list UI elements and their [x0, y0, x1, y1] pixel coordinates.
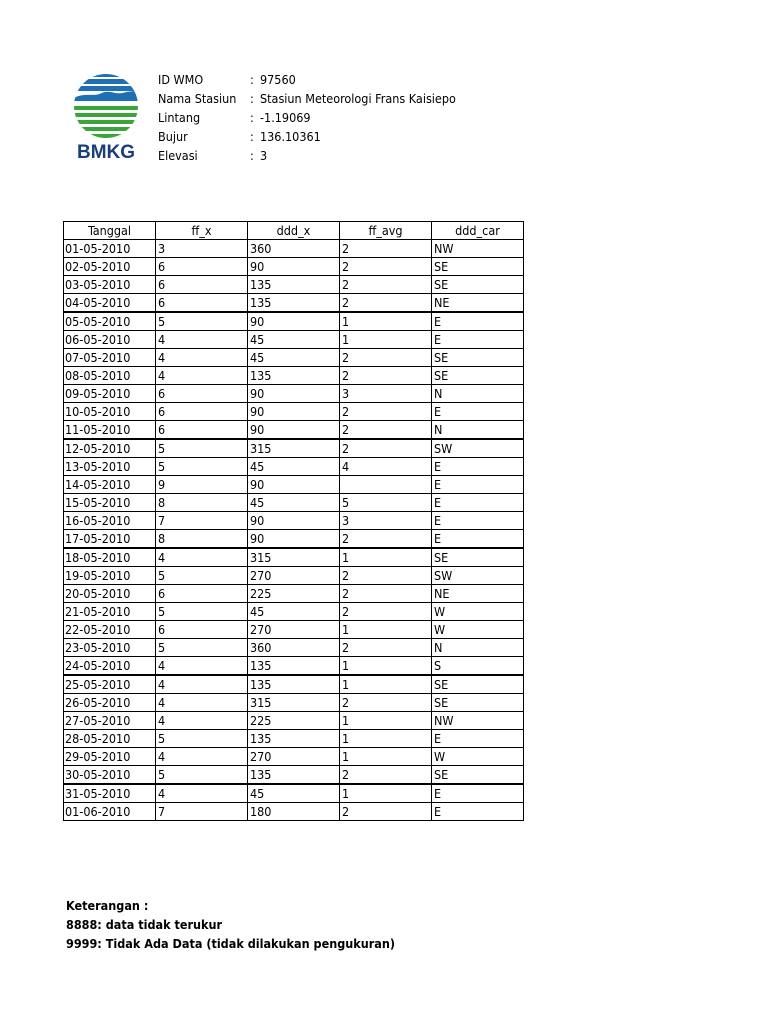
cell-tanggal: 14-05-2010 — [64, 476, 156, 494]
cell-ddd-x: 90 — [248, 258, 340, 276]
cell-ff-avg: 2 — [340, 766, 432, 785]
header-ddd-car: ddd_car — [432, 222, 524, 240]
cell-ddd-car: E — [432, 403, 524, 421]
table-row — [64, 766, 524, 785]
separator: : — [250, 129, 254, 144]
cell-tanggal: 01-05-2010 — [64, 240, 156, 258]
cell-ff-avg: 3 — [340, 512, 432, 530]
cell-ff-avg: 2 — [340, 803, 432, 821]
cell-ddd-x: 135 — [248, 276, 340, 294]
cell-ff-avg: 1 — [340, 312, 432, 331]
cell-ff-x: 5 — [156, 639, 248, 657]
cell-ff-x: 4 — [156, 675, 248, 694]
cell-ddd-car: E — [432, 312, 524, 331]
cell-ddd-car: E — [432, 784, 524, 803]
table-row — [64, 367, 524, 385]
table-row — [64, 421, 524, 440]
cell-tanggal: 23-05-2010 — [64, 639, 156, 657]
cell-tanggal: 29-05-2010 — [64, 748, 156, 766]
cell-ddd-x: 90 — [248, 403, 340, 421]
cell-ff-x: 3 — [156, 240, 248, 258]
cell-ddd-car: N — [432, 421, 524, 440]
cell-ff-x: 8 — [156, 530, 248, 549]
table-row — [64, 331, 524, 349]
table-row — [64, 621, 524, 639]
cell-tanggal: 22-05-2010 — [64, 621, 156, 639]
table-row — [64, 803, 524, 821]
table-row — [64, 603, 524, 621]
notes — [66, 896, 395, 953]
cell-ff-x: 6 — [156, 403, 248, 421]
cell-ff-x: 6 — [156, 258, 248, 276]
cell-ff-avg: 1 — [340, 675, 432, 694]
table-row — [64, 567, 524, 585]
cell-tanggal: 02-05-2010 — [64, 258, 156, 276]
cell-ddd-car: SE — [432, 349, 524, 367]
notes-line: 9999: Tidak Ada Data (tidak dilakukan pengukuran) — [66, 936, 396, 951]
station-id-label: ID WMO — [158, 72, 204, 87]
cell-ddd-x: 180 — [248, 803, 340, 821]
table-row — [64, 349, 524, 367]
cell-ddd-car: SE — [432, 694, 524, 712]
cell-tanggal: 03-05-2010 — [64, 276, 156, 294]
cell-ff-x: 7 — [156, 512, 248, 530]
table-row — [64, 458, 524, 476]
notes-line: 8888: data tidak terukur — [66, 917, 223, 932]
cell-ddd-x: 225 — [248, 585, 340, 603]
cell-ddd-x: 90 — [248, 385, 340, 403]
table-row — [64, 730, 524, 748]
station-id-row — [158, 70, 456, 89]
cell-ddd-car: NE — [432, 585, 524, 603]
cell-ff-avg: 2 — [340, 294, 432, 313]
cell-ff-avg: 2 — [340, 276, 432, 294]
cell-ff-avg: 1 — [340, 730, 432, 748]
cell-ddd-x: 315 — [248, 548, 340, 567]
cell-ff-avg — [340, 476, 432, 494]
cell-ddd-x: 135 — [248, 367, 340, 385]
table-row — [64, 312, 524, 331]
cell-ddd-car: S — [432, 657, 524, 676]
cell-ddd-x: 45 — [248, 331, 340, 349]
cell-ddd-car: SW — [432, 439, 524, 458]
longitude-label: Bujur — [158, 129, 188, 144]
cell-ddd-car: NW — [432, 240, 524, 258]
separator: : — [250, 110, 254, 125]
cell-ff-avg: 2 — [340, 367, 432, 385]
cell-tanggal: 07-05-2010 — [64, 349, 156, 367]
table-row — [64, 784, 524, 803]
cell-ddd-car: N — [432, 639, 524, 657]
cell-ddd-car: SE — [432, 276, 524, 294]
table-row — [64, 439, 524, 458]
table-body — [64, 240, 524, 821]
cell-tanggal: 30-05-2010 — [64, 766, 156, 785]
table-row — [64, 385, 524, 403]
cell-ff-x: 5 — [156, 766, 248, 785]
table-row — [64, 258, 524, 276]
latitude-value: -1.19069 — [260, 110, 311, 125]
cell-ddd-car: E — [432, 512, 524, 530]
elevation-row — [158, 146, 456, 165]
cell-ff-avg: 5 — [340, 494, 432, 512]
table-row — [64, 512, 524, 530]
cell-tanggal: 19-05-2010 — [64, 567, 156, 585]
cell-ff-avg: 2 — [340, 694, 432, 712]
table-row — [64, 240, 524, 258]
cell-ddd-car: E — [432, 530, 524, 549]
logo-text: BMKG — [76, 142, 136, 163]
cell-tanggal: 31-05-2010 — [64, 784, 156, 803]
cell-ff-x: 4 — [156, 548, 248, 567]
cell-ff-x: 6 — [156, 385, 248, 403]
cell-ff-avg: 2 — [340, 258, 432, 276]
longitude-row — [158, 127, 456, 146]
cell-ddd-x: 90 — [248, 512, 340, 530]
cell-ff-avg: 2 — [340, 349, 432, 367]
cell-ddd-car: E — [432, 730, 524, 748]
cell-tanggal: 16-05-2010 — [64, 512, 156, 530]
cell-ff-x: 5 — [156, 439, 248, 458]
cell-ddd-x: 90 — [248, 421, 340, 440]
cell-tanggal: 15-05-2010 — [64, 494, 156, 512]
cell-ff-x: 5 — [156, 603, 248, 621]
cell-ddd-x: 360 — [248, 639, 340, 657]
station-info — [158, 70, 456, 165]
cell-ddd-x: 45 — [248, 784, 340, 803]
cell-tanggal: 24-05-2010 — [64, 657, 156, 676]
cell-ff-x: 4 — [156, 784, 248, 803]
cell-ff-avg: 1 — [340, 784, 432, 803]
cell-ddd-x: 135 — [248, 766, 340, 785]
cell-ff-x: 4 — [156, 694, 248, 712]
cell-ff-avg: 2 — [340, 240, 432, 258]
station-name-label: Nama Stasiun — [158, 91, 237, 106]
table-row — [64, 294, 524, 313]
cell-ddd-x: 270 — [248, 621, 340, 639]
header-ff-x: ff_x — [156, 222, 248, 240]
cell-ddd-x: 270 — [248, 748, 340, 766]
cell-ddd-car: SW — [432, 567, 524, 585]
cell-tanggal: 26-05-2010 — [64, 694, 156, 712]
cell-ddd-car: E — [432, 331, 524, 349]
table-row — [64, 530, 524, 549]
cell-ff-x: 4 — [156, 367, 248, 385]
cell-ff-avg: 2 — [340, 530, 432, 549]
cell-ddd-x: 90 — [248, 312, 340, 331]
cell-ff-avg: 2 — [340, 421, 432, 440]
cell-ff-x: 6 — [156, 276, 248, 294]
table-row — [64, 639, 524, 657]
table-row — [64, 748, 524, 766]
table-row — [64, 276, 524, 294]
bmkg-logo — [68, 68, 144, 164]
cell-tanggal: 10-05-2010 — [64, 403, 156, 421]
cell-ff-avg: 2 — [340, 639, 432, 657]
station-id-value: 97560 — [260, 72, 296, 87]
cell-tanggal: 04-05-2010 — [64, 294, 156, 313]
wind-data-table — [63, 221, 524, 821]
cell-tanggal: 09-05-2010 — [64, 385, 156, 403]
cell-ff-x: 5 — [156, 567, 248, 585]
cell-ff-avg: 1 — [340, 712, 432, 730]
cell-ff-avg: 3 — [340, 385, 432, 403]
station-name-row — [158, 89, 456, 108]
cell-ddd-car: E — [432, 494, 524, 512]
cell-tanggal: 28-05-2010 — [64, 730, 156, 748]
cell-tanggal: 08-05-2010 — [64, 367, 156, 385]
cell-ff-x: 8 — [156, 494, 248, 512]
cell-ff-x: 4 — [156, 331, 248, 349]
cell-tanggal: 20-05-2010 — [64, 585, 156, 603]
cell-ddd-x: 45 — [248, 494, 340, 512]
cell-ddd-x: 135 — [248, 294, 340, 313]
cell-ddd-car: E — [432, 803, 524, 821]
table-row — [64, 657, 524, 676]
latitude-row — [158, 108, 456, 127]
cell-ddd-car: SE — [432, 766, 524, 785]
cell-ddd-car: SE — [432, 258, 524, 276]
cell-tanggal: 27-05-2010 — [64, 712, 156, 730]
cell-ff-x: 4 — [156, 349, 248, 367]
cell-ff-x: 5 — [156, 730, 248, 748]
table-row — [64, 548, 524, 567]
cell-tanggal: 11-05-2010 — [64, 421, 156, 440]
cell-tanggal: 12-05-2010 — [64, 439, 156, 458]
table-row — [64, 585, 524, 603]
separator: : — [250, 91, 254, 106]
table-row — [64, 403, 524, 421]
cell-ddd-car: N — [432, 385, 524, 403]
cell-ddd-car: W — [432, 748, 524, 766]
cell-ff-avg: 1 — [340, 621, 432, 639]
cell-tanggal: 17-05-2010 — [64, 530, 156, 549]
cell-ff-x: 6 — [156, 294, 248, 313]
cell-ff-x: 6 — [156, 585, 248, 603]
cell-ff-x: 4 — [156, 712, 248, 730]
cell-ddd-x: 135 — [248, 657, 340, 676]
cell-ff-avg: 4 — [340, 458, 432, 476]
cell-ff-x: 5 — [156, 312, 248, 331]
cell-ddd-x: 360 — [248, 240, 340, 258]
cell-tanggal: 13-05-2010 — [64, 458, 156, 476]
cell-ddd-x: 270 — [248, 567, 340, 585]
cell-ff-avg: 2 — [340, 603, 432, 621]
cell-tanggal: 21-05-2010 — [64, 603, 156, 621]
cell-ddd-x: 45 — [248, 603, 340, 621]
longitude-value: 136.10361 — [260, 129, 321, 144]
cell-ddd-x: 45 — [248, 349, 340, 367]
notes-title: Keterangan : — [66, 898, 149, 913]
table-row — [64, 675, 524, 694]
cell-ff-avg: 1 — [340, 331, 432, 349]
table-row — [64, 712, 524, 730]
separator: : — [250, 148, 254, 163]
separator: : — [250, 72, 254, 87]
latitude-label: Lintang — [158, 110, 201, 125]
cell-tanggal: 01-06-2010 — [64, 803, 156, 821]
cell-ddd-x: 225 — [248, 712, 340, 730]
header-ddd-x: ddd_x — [248, 222, 340, 240]
cell-ff-avg: 1 — [340, 748, 432, 766]
elevation-label: Elevasi — [158, 148, 198, 163]
table-row — [64, 694, 524, 712]
cell-tanggal: 25-05-2010 — [64, 675, 156, 694]
cell-ddd-car: NW — [432, 712, 524, 730]
cell-ff-avg: 1 — [340, 548, 432, 567]
cell-ddd-x: 90 — [248, 530, 340, 549]
cell-ddd-car: E — [432, 476, 524, 494]
cell-tanggal: 05-05-2010 — [64, 312, 156, 331]
cell-ddd-car: W — [432, 603, 524, 621]
cell-ff-avg: 2 — [340, 567, 432, 585]
table-row — [64, 494, 524, 512]
cell-ddd-x: 315 — [248, 439, 340, 458]
cell-ff-avg: 2 — [340, 585, 432, 603]
cell-ddd-car: W — [432, 621, 524, 639]
cell-ff-avg: 2 — [340, 403, 432, 421]
cell-ff-x: 6 — [156, 421, 248, 440]
cell-ff-avg: 2 — [340, 439, 432, 458]
cell-ff-avg: 1 — [340, 657, 432, 676]
cell-tanggal: 06-05-2010 — [64, 331, 156, 349]
cell-ddd-car: NE — [432, 294, 524, 313]
cell-ddd-x: 135 — [248, 675, 340, 694]
cell-tanggal: 18-05-2010 — [64, 548, 156, 567]
cell-ff-x: 4 — [156, 657, 248, 676]
header-tanggal: Tanggal — [64, 222, 156, 240]
cell-ff-x: 9 — [156, 476, 248, 494]
cell-ff-x: 5 — [156, 458, 248, 476]
header-ff-avg: ff_avg — [340, 222, 432, 240]
table-row — [64, 476, 524, 494]
table-header-row — [64, 222, 524, 240]
cell-ddd-car: SE — [432, 367, 524, 385]
cell-ddd-car: SE — [432, 675, 524, 694]
cell-ddd-x: 135 — [248, 730, 340, 748]
cell-ddd-car: E — [432, 458, 524, 476]
cell-ddd-x: 45 — [248, 458, 340, 476]
elevation-value: 3 — [260, 148, 268, 163]
cell-ddd-car: SE — [432, 548, 524, 567]
cell-ff-x: 6 — [156, 621, 248, 639]
cell-ddd-x: 90 — [248, 476, 340, 494]
cell-ddd-x: 315 — [248, 694, 340, 712]
cell-ff-x: 7 — [156, 803, 248, 821]
cell-ff-x: 4 — [156, 748, 248, 766]
station-name-value: Stasiun Meteorologi Frans Kaisiepo — [260, 91, 456, 106]
